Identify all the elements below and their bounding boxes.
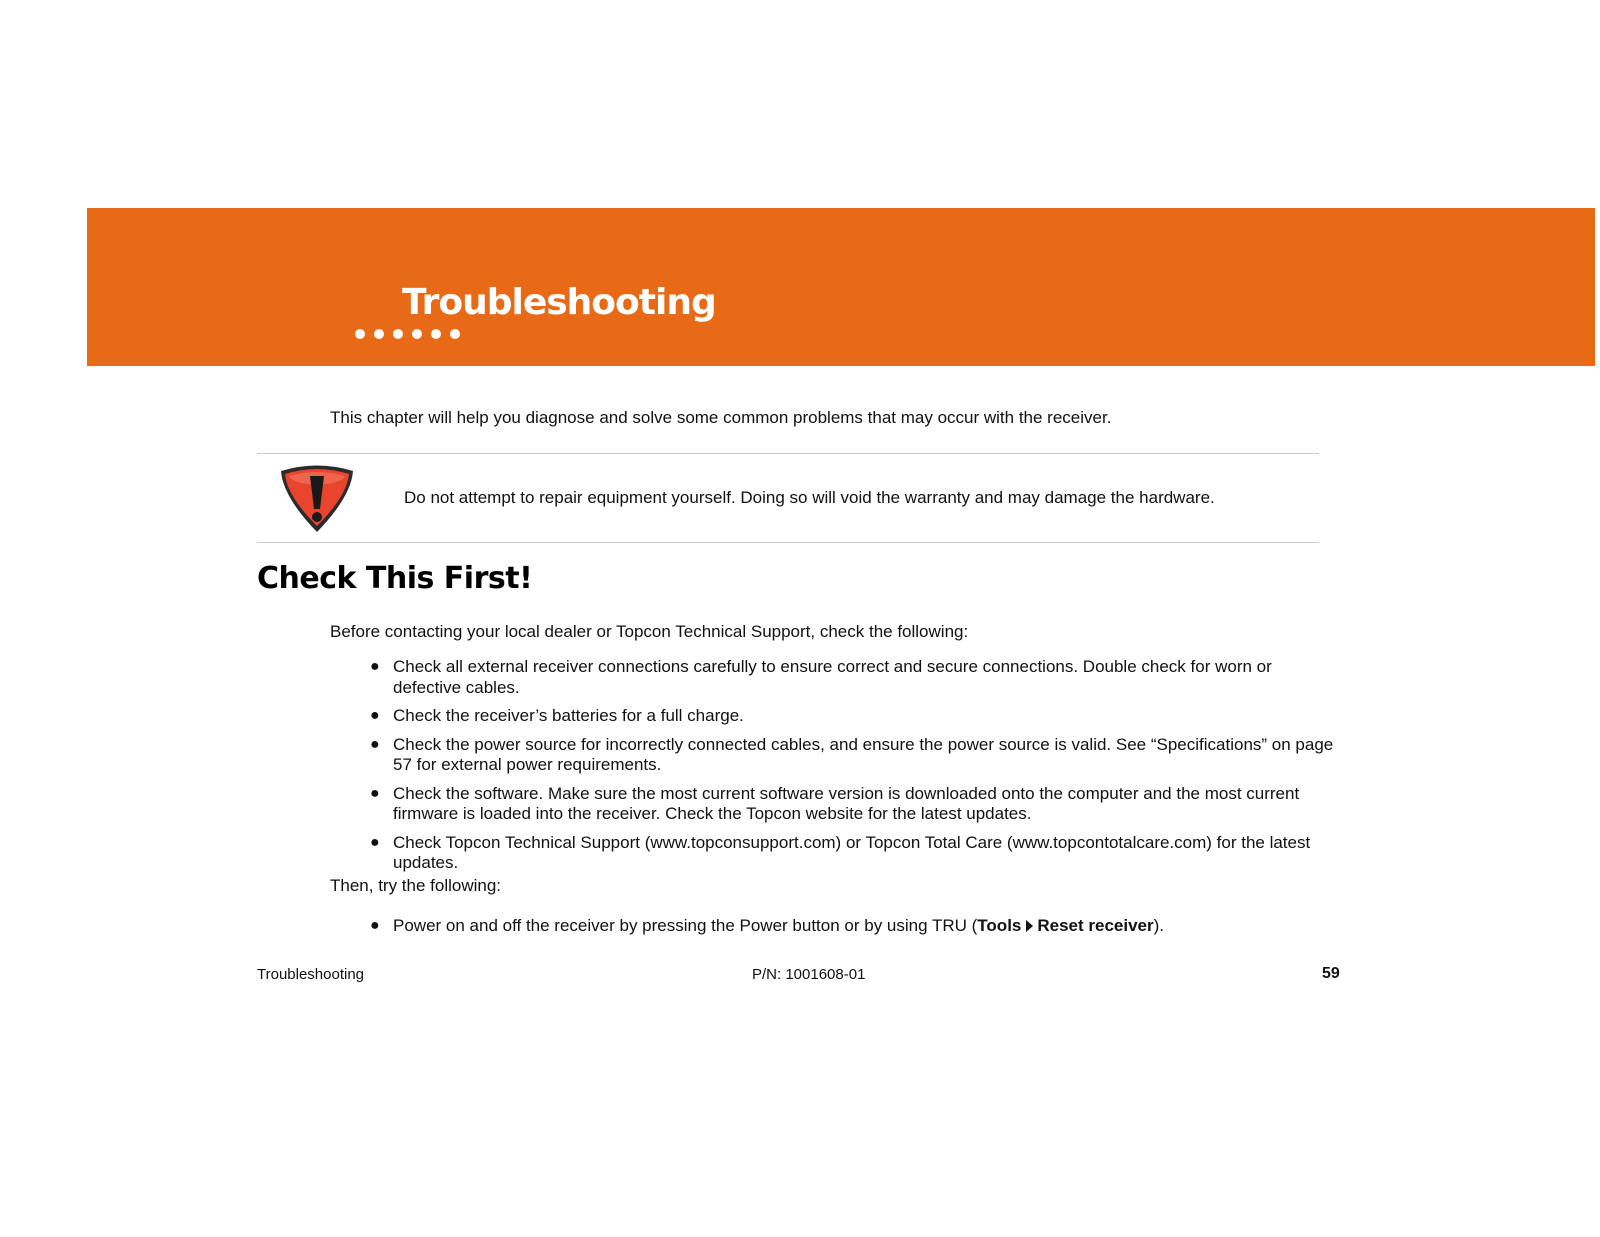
warning-text: Do not attempt to repair equipment yourself. Doing so will void the warranty and may damage the hardware.	[404, 488, 1215, 507]
checks-list	[330, 657, 1340, 882]
list-item-text: Check the receiver’s batteries for a full charge.	[393, 706, 744, 725]
list-item	[330, 735, 1340, 776]
footer-chapter: Troubleshooting	[257, 966, 365, 983]
menu-tools: Tools	[977, 916, 1022, 935]
dot	[374, 329, 384, 339]
list-item-text: Check the power source for incorrectly connected cables, and ensure the power source is valid. See “Specifications” on page 57 for external power requirements.	[393, 734, 1334, 774]
intro-paragraph: This chapter will help you diagnose and solve some common problems that may occur with the receiver.	[330, 408, 1112, 427]
dot	[393, 329, 403, 339]
list-item-text: Check the software. Make sure the most current software version is downloaded onto the computer and the most current firmware is loaded into the receiver. Check the Topcon website for the latest updates.	[393, 783, 1300, 823]
bullet-icon: ●	[370, 707, 380, 724]
section-heading: Check This First!	[257, 561, 533, 596]
list-item	[330, 657, 1340, 698]
warning-shield-icon	[279, 463, 355, 533]
dot	[450, 329, 460, 339]
try-suffix: ).	[1153, 916, 1165, 935]
warning-bottom-rule	[257, 542, 1319, 543]
try-list	[330, 916, 1340, 937]
list-item	[330, 916, 1340, 937]
dot	[412, 329, 422, 339]
list-item-text: Check all external receiver connections carefully to ensure correct and secure connections. Double check for worn or defective cables.	[393, 657, 1272, 697]
list-item	[330, 706, 1340, 727]
chapter-banner	[87, 208, 1595, 366]
dot	[355, 329, 365, 339]
chapter-dots	[355, 329, 460, 339]
try-prefix: Power on and off the receiver by pressing the Power button or by using TRU (	[393, 916, 978, 935]
then-paragraph: Then, try the following:	[330, 876, 502, 895]
footer-page-number: 59	[1322, 965, 1340, 982]
bullet-icon: ●	[370, 735, 380, 753]
bullet-icon: ●	[370, 917, 380, 934]
list-item-text: Check Topcon Technical Support (www.topconsupport.com) or Topcon Total Care (www.topcontotalcare.com) for the latest updates.	[393, 832, 1311, 872]
warning-top-rule	[257, 453, 1319, 454]
menu-reset-receiver: Reset receiver	[1037, 916, 1154, 935]
footer-part-number: P/N: 1001608-01	[752, 966, 866, 983]
bullet-icon: ●	[370, 658, 380, 675]
bullet-icon: ●	[370, 833, 380, 851]
bullet-icon: ●	[370, 784, 380, 802]
chapter-title: Troubleshooting	[402, 282, 716, 323]
dot	[431, 329, 441, 339]
list-item	[330, 833, 1340, 874]
menu-arrow-icon	[1026, 920, 1033, 932]
section-lead: Before contacting your local dealer or Topcon Technical Support, check the following:	[330, 622, 969, 641]
list-item	[330, 784, 1340, 825]
